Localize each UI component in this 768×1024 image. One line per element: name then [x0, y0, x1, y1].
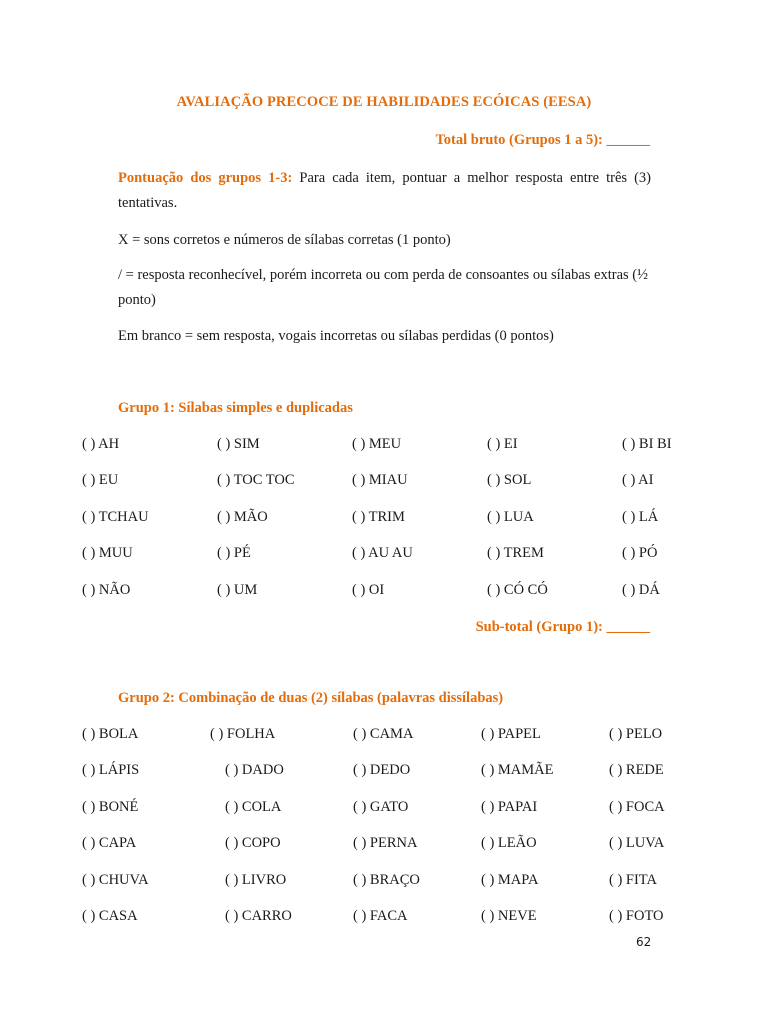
- item-checkbox[interactable]: ( ) CHUVA: [82, 871, 149, 888]
- item-checkbox[interactable]: ( ) FACA: [353, 907, 408, 924]
- item-checkbox[interactable]: ( ) MEU: [352, 436, 402, 452]
- item-checkbox[interactable]: ( ) PERNA: [353, 835, 418, 852]
- item-checkbox[interactable]: ( ) LUVA: [609, 835, 665, 852]
- item-checkbox[interactable]: ( ) MAMÃE: [481, 762, 554, 779]
- item-checkbox[interactable]: ( ) TCHAU: [82, 508, 149, 525]
- item-checkbox[interactable]: ( ) NEVE: [481, 907, 537, 924]
- page-title: AVALIAÇÃO PRECOCE DE HABILIDADES ECÓICAS (EESA): [176, 94, 592, 110]
- item-checkbox[interactable]: ( ) PÓ: [622, 545, 658, 562]
- item-checkbox[interactable]: ( ) PAPEL: [481, 726, 541, 742]
- item-checkbox[interactable]: ( ) LIVRO: [225, 871, 287, 888]
- item-checkbox[interactable]: ( ) FITA: [609, 871, 657, 888]
- item-checkbox[interactable]: ( ) DÁ: [622, 581, 660, 598]
- item-checkbox[interactable]: ( ) LÁ: [622, 508, 659, 525]
- item-checkbox[interactable]: ( ) CAPA: [82, 835, 137, 852]
- item-checkbox[interactable]: ( ) MUU: [82, 545, 133, 562]
- item-checkbox[interactable]: ( ) GATO: [353, 798, 409, 815]
- item-checkbox[interactable]: ( ) CASA: [82, 907, 138, 924]
- group1-subtotal: Sub-total (Grupo 1): ______: [475, 619, 650, 635]
- item-checkbox[interactable]: ( ) SIM: [217, 436, 260, 452]
- item-row: [82, 872, 702, 908]
- item-checkbox[interactable]: ( ) CAMA: [353, 726, 414, 742]
- group2-title: Grupo 2: Combinação de duas (2) sílabas (palavras dissílabas): [118, 690, 504, 706]
- item-checkbox[interactable]: ( ) AH: [82, 436, 120, 452]
- rule-blank: Em branco = sem resposta, vogais incorretas ou sílabas perdidas (0 pontos): [118, 328, 554, 344]
- item-checkbox[interactable]: ( ) EI: [487, 436, 518, 452]
- item-checkbox[interactable]: ( ) CARRO: [225, 907, 292, 924]
- item-checkbox[interactable]: ( ) FOLHA: [210, 726, 276, 742]
- item-checkbox[interactable]: ( ) TREM: [487, 545, 544, 562]
- item-checkbox[interactable]: ( ) LEÃO: [481, 835, 537, 852]
- item-checkbox[interactable]: ( ) MAPA: [481, 871, 539, 888]
- scoring-intro: [118, 166, 651, 216]
- item-checkbox[interactable]: ( ) NÃO: [82, 581, 131, 598]
- item-row: [82, 726, 702, 762]
- item-row: [82, 472, 702, 508]
- item-checkbox[interactable]: ( ) COLA: [225, 798, 282, 815]
- item-checkbox[interactable]: ( ) PAPAI: [481, 798, 538, 815]
- rule-partial: / = resposta reconhecível, porém incorreta ou com perda de consoantes ou sílabas extras (½ ponto): [118, 267, 648, 308]
- item-checkbox[interactable]: ( ) OI: [352, 581, 385, 598]
- item-checkbox[interactable]: ( ) TRIM: [352, 508, 405, 525]
- item-row: [82, 582, 702, 618]
- item-checkbox[interactable]: ( ) PELO: [609, 726, 663, 742]
- item-checkbox[interactable]: ( ) REDE: [609, 762, 664, 779]
- item-checkbox[interactable]: ( ) COPO: [225, 835, 281, 852]
- item-checkbox[interactable]: ( ) PÉ: [217, 545, 251, 562]
- item-checkbox[interactable]: ( ) EU: [82, 472, 119, 489]
- item-checkbox[interactable]: ( ) CÓ CÓ: [487, 581, 548, 598]
- item-checkbox[interactable]: ( ) TOC TOC: [217, 472, 295, 489]
- item-row: [82, 545, 702, 581]
- page-number: 62: [636, 935, 652, 949]
- item-row: [82, 436, 702, 472]
- scoring-heading: Pontuação dos grupos 1-3:: [118, 170, 293, 186]
- item-checkbox[interactable]: ( ) AI: [622, 472, 654, 489]
- group1-grid: [82, 436, 702, 618]
- total-score-line: Total bruto (Grupos 1 a 5): ______: [435, 132, 650, 148]
- item-checkbox[interactable]: ( ) BRAÇO: [353, 871, 420, 888]
- item-checkbox[interactable]: ( ) DADO: [225, 762, 284, 779]
- scoring-intro-text: Para cada item, pontuar a melhor resposta entre três (3) tentativas.: [118, 170, 652, 211]
- item-checkbox[interactable]: ( ) BOLA: [82, 726, 139, 742]
- item-checkbox[interactable]: ( ) BONÉ: [82, 798, 139, 815]
- item-checkbox[interactable]: ( ) FOCA: [609, 798, 665, 815]
- item-row: [82, 799, 702, 835]
- item-row: [82, 835, 702, 871]
- item-checkbox[interactable]: ( ) MÃO: [217, 508, 268, 525]
- rule-correct: X = sons corretos e números de sílabas corretas (1 ponto): [118, 232, 451, 248]
- group2-grid: [82, 726, 702, 944]
- item-checkbox[interactable]: ( ) DEDO: [353, 762, 411, 779]
- item-checkbox[interactable]: ( ) LUA: [487, 508, 534, 525]
- item-row: [82, 908, 702, 944]
- item-checkbox[interactable]: ( ) MIAU: [352, 472, 408, 489]
- group1-title: Grupo 1: Sílabas simples e duplicadas: [118, 400, 353, 416]
- item-row: [82, 509, 702, 545]
- item-row: [82, 762, 702, 798]
- item-checkbox[interactable]: ( ) AU AU: [352, 545, 413, 562]
- item-checkbox[interactable]: ( ) LÁPIS: [82, 762, 140, 779]
- item-checkbox[interactable]: ( ) SOL: [487, 472, 532, 489]
- item-checkbox[interactable]: ( ) BI BI: [622, 436, 672, 452]
- item-checkbox[interactable]: ( ) UM: [217, 581, 258, 598]
- item-checkbox[interactable]: ( ) FOTO: [609, 907, 664, 924]
